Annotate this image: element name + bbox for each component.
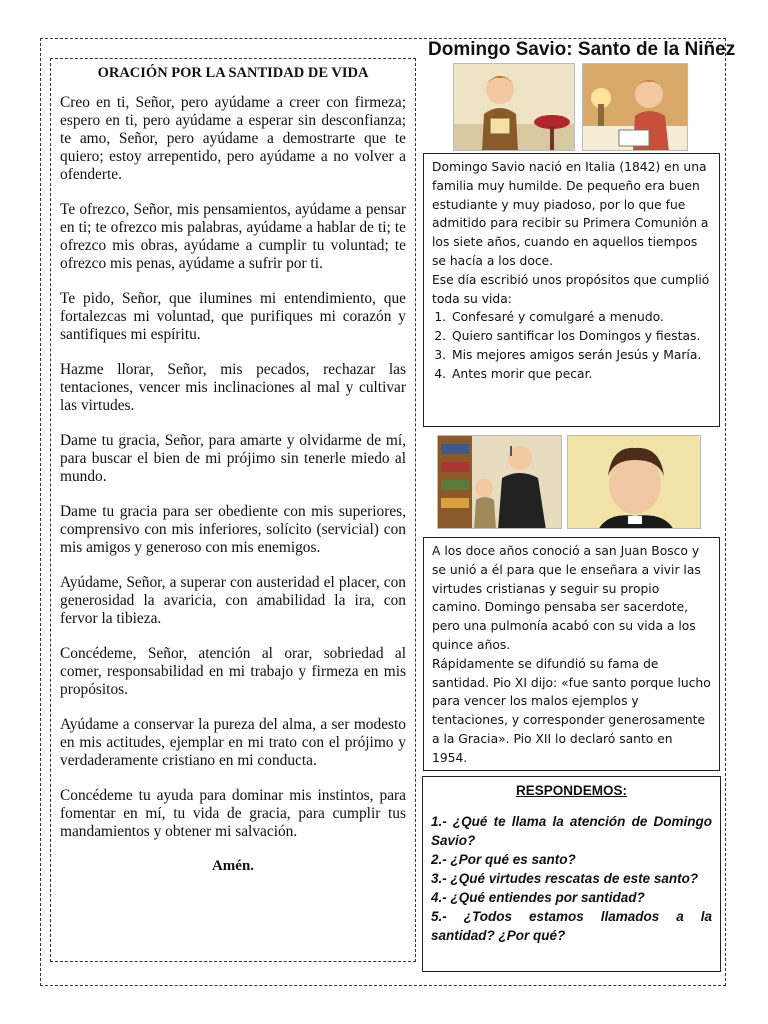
question-item: 4.- ¿Qué entiendes por santidad? [431, 890, 645, 905]
questions-title: RESPONDEMOS: [515, 783, 627, 798]
questions-box [422, 776, 721, 972]
prayer-paragraph: Ayúdame a conservar la pureza del alma, a ser modesto en mis actitudes, ejemplar en mi trato con el prójimo y verdaderamente cristiano en mi conducta. [60, 716, 406, 769]
prayer-box [50, 58, 416, 962]
biography-box-2 [423, 537, 720, 771]
prayer-paragraph: Creo en ti, Señor, pero ayúdame a creer con firmeza; espero en ti, pero ayúdame a esperar sin desconfianza; te amo, Señor, pero ayúdame a demostrarte que te quiero; estoy arrepentido, pero ayúdame a no volver a ofenderte. [60, 94, 406, 183]
question-item: 1.- ¿Qué te llama la atención de Domingo Savio? [431, 814, 712, 848]
prayer-paragraph: Concédeme tu ayuda para dominar mis instintos, para fomentar en mí, tu vida de gracia, para cumplir tus mandamientos y obtener mi salvación. [60, 787, 406, 840]
resolutions-list [432, 308, 711, 383]
list-item: 4. Antes morir que pecar. [450, 365, 711, 384]
question-item: 2.- ¿Por qué es santo? [431, 852, 576, 867]
list-item: 3. Mis mejores amigos serán Jesús y María. [450, 346, 711, 365]
list-item: 1. Confesaré y comulgaré a menudo. [450, 308, 711, 327]
prayer-paragraph: Te ofrezco, Señor, mis pensamientos, ayúdame a pensar en ti; te ofrezco mis palabras, ayúdame a hablar de ti; te ofrezco mis obras, ayúdame a cumplir tu voluntad; te ofrezco mis penas, ayúdame a sufrir por ti. [60, 201, 406, 272]
prayer-closing: Amén. [211, 858, 255, 874]
list-item: 2. Quiero santificar los Domingos y fiestas. [450, 327, 711, 346]
question-item: 5.- ¿Todos estamos llamados a la santidad? ¿Por qué? [431, 909, 712, 943]
prayer-paragraph: Dame tu gracia, Señor, para amarte y olvidarme de mí, para buscar el bien de mi prójimo sin tenerle miedo al mundo. [60, 432, 406, 485]
bio-paragraph: Rápidamente se difundió su fama de santidad. Pio XI dijo: «fue santo porque lucho para vencer los malos ejemplos y tentaciones, y corresponder generosamente a la Gracia». Pio XII lo declaró santo en 1954. [432, 656, 711, 765]
prayer-paragraph: Hazme llorar, Señor, mis pecados, rechazar las tentaciones, vencer mis inclinaciones al mal y cultivar las virtudes. [60, 361, 406, 414]
bio-paragraph: A los doce años conoció a san Juan Bosco y se unió a él para que le enseñara a vivir las virtudes cristianas y seguir su propio camino. Domingo pensaba ser sacerdote, pero una pulmonía acabó con su vida a los quince años. [432, 544, 701, 652]
prayer-title: ORACIÓN POR LA SANTIDAD DE VIDA [97, 65, 369, 81]
domingo-portrait-illustration [567, 435, 701, 529]
page-title: Domingo Savio: Santo de la Niñez [428, 39, 736, 60]
bio-lead: Ese día escribió unos propósitos que cumplió toda su vida: [432, 272, 710, 306]
boy-with-book-illustration [453, 63, 575, 151]
question-item: 3.- ¿Qué virtudes rescatas de este santo? [431, 871, 699, 886]
boy-writing-illustration [582, 63, 688, 151]
prayer-paragraph: Concédeme, Señor, atención al orar, sobriedad al comer, responsabilidad en mi trabajo y firmeza en mis propósitos. [60, 645, 406, 698]
biography-box-1 [423, 153, 720, 427]
prayer-paragraph: Dame tu gracia para ser obediente con mis superiores, comprensivo con mis inferiores, solícito (servicial) con mis amigos y generoso con mis enemigos. [60, 503, 406, 556]
prayer-paragraph: Ayúdame, Señor, a superar con austeridad el placer, con generosidad la avaricia, con amabilidad la ira, con fervor la tibieza. [60, 574, 406, 627]
boy-with-priest-illustration [437, 435, 562, 529]
prayer-paragraph: Te pido, Señor, que ilumines mi entendimiento, que fortalezcas mi voluntad, que purifiques mi corazón y santifiques mi espíritu. [60, 290, 406, 343]
bio-intro: Domingo Savio nació en Italia (1842) en una familia muy humilde. De pequeño era buen estudiante y muy piadoso, por lo que fue admitido para recibir su Primera Comunión a los siete años, cuando en aquellos tiempos se hacía a los doce. [432, 160, 709, 268]
